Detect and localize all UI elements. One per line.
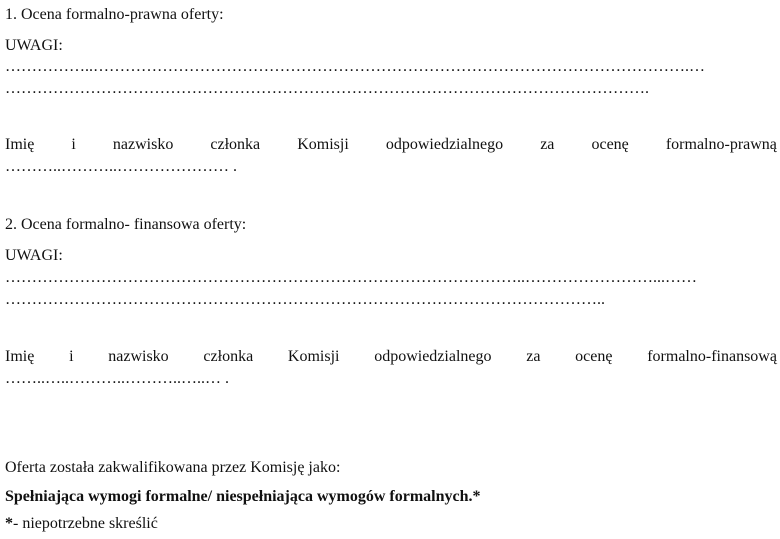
section-2-member-word: członka <box>203 348 254 365</box>
section-1-member-word: Komisji <box>297 136 349 153</box>
section-1-member-word: formalno-prawną <box>665 136 777 153</box>
section-2-member-word: Imię <box>5 348 35 365</box>
section-1-member-word: i <box>71 136 76 153</box>
section-2-member-word: ocenę <box>575 348 613 365</box>
section-1-member-word: odpowiedzialnego <box>385 136 504 153</box>
section-1-member-word: za <box>540 136 555 153</box>
section-1-member-dots: ………..………..………………… . <box>5 158 237 175</box>
qualification-intro: Oferta została zakwalifikowana przez Komisję jako: <box>5 459 341 476</box>
section-2-member-word: odpowiedzialnego <box>374 348 492 365</box>
section-1-member-word: Imię <box>5 136 35 153</box>
section-2-remarks-label: UWAGI: <box>5 247 63 264</box>
section-2-member-word: Komisji <box>287 348 340 365</box>
section-1-member-word: członka <box>210 136 261 153</box>
section-2-member-word: i <box>69 348 74 365</box>
section-2-heading: 2. Ocena formalno- finansowa oferty: <box>5 216 247 233</box>
section-2-member-dots: ……..…..………..………..…..… . <box>5 370 229 387</box>
section-1-member-line <box>5 135 777 155</box>
section-1-remarks-label: UWAGI: <box>5 37 63 54</box>
section-2-member-word: formalno-finansową <box>647 348 777 365</box>
section-1-member-word: ocenę <box>591 136 629 153</box>
qualification-options: Spełniająca wymogi formalne/ niespełniająca wymogów formalnych.* <box>5 488 481 505</box>
section-1-remarks-dots-line-1: ……………..………………………………………………………………………………………………….… <box>5 58 705 75</box>
section-2-member-word: nazwisko <box>108 348 169 365</box>
section-2-member-word: za <box>526 348 541 365</box>
section-1-member-word: nazwisko <box>112 136 174 153</box>
section-2-member-line <box>5 347 777 367</box>
section-1-remarks-dots-line-2: …………………………………………………………………………………………………………. <box>5 80 649 97</box>
footnote-text: - niepotrzebne skreślić <box>13 515 158 532</box>
section-2-remarks-dots-line-2: ………………………………………………………………………………………………….. <box>5 291 605 308</box>
footnote <box>5 514 158 534</box>
footnote-star: * <box>5 515 13 532</box>
section-2-remarks-dots-line-1: ……………………………………………………………………………………..……………………...…… <box>5 269 697 286</box>
section-1-heading: 1. Ocena formalno-prawna oferty: <box>5 6 224 23</box>
